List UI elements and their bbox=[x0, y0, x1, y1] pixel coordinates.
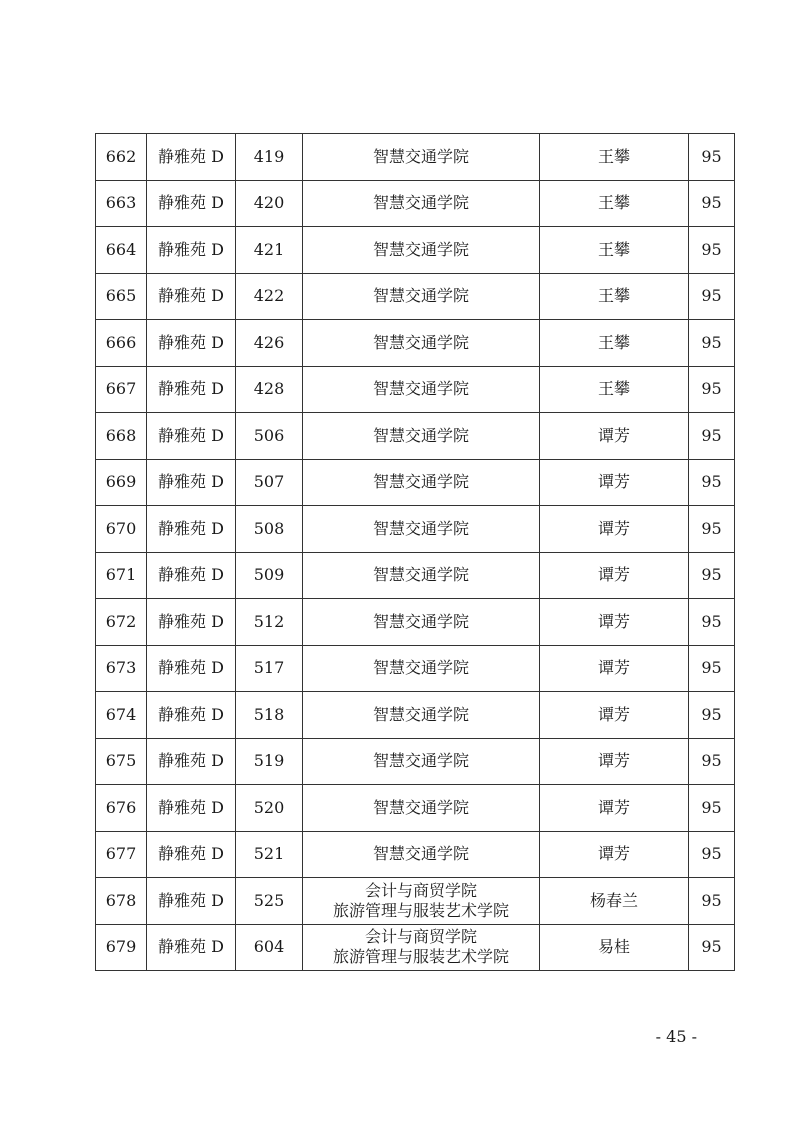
counselor-cell: 王攀 bbox=[540, 366, 689, 413]
building-cell: 静雅苑 D bbox=[147, 692, 236, 739]
table-row bbox=[96, 552, 735, 599]
building-cell: 静雅苑 D bbox=[147, 645, 236, 692]
room-number-cell: 509 bbox=[236, 552, 303, 599]
counselor-cell: 杨春兰 bbox=[540, 878, 689, 925]
table-row bbox=[96, 227, 735, 274]
row-number-cell: 673 bbox=[96, 645, 147, 692]
counselor-cell: 王攀 bbox=[540, 180, 689, 227]
college-name-line: 智慧交通学院 bbox=[372, 472, 469, 492]
college-name-line: 智慧交通学院 bbox=[372, 286, 469, 306]
score-cell: 95 bbox=[689, 134, 735, 181]
college-name-line: 智慧交通学院 bbox=[372, 844, 469, 864]
college-name-line: 智慧交通学院 bbox=[372, 379, 469, 399]
room-number-cell: 518 bbox=[236, 692, 303, 739]
college-name-line: 智慧交通学院 bbox=[372, 565, 469, 585]
row-number-cell: 663 bbox=[96, 180, 147, 227]
row-number-cell: 678 bbox=[96, 878, 147, 925]
row-number-cell: 665 bbox=[96, 273, 147, 320]
room-number-cell: 419 bbox=[236, 134, 303, 181]
college-name-line: 旅游管理与服装艺术学院 bbox=[332, 947, 509, 967]
row-number-cell: 679 bbox=[96, 924, 147, 971]
building-cell: 静雅苑 D bbox=[147, 785, 236, 832]
score-cell: 95 bbox=[689, 273, 735, 320]
score-cell: 95 bbox=[689, 692, 735, 739]
counselor-cell: 易桂 bbox=[540, 924, 689, 971]
table-row bbox=[96, 599, 735, 646]
counselor-cell: 谭芳 bbox=[540, 785, 689, 832]
college-cell bbox=[303, 459, 540, 506]
college-name-line: 会计与商贸学院 bbox=[364, 927, 477, 947]
college-name-line: 智慧交通学院 bbox=[372, 193, 469, 213]
row-number-cell: 669 bbox=[96, 459, 147, 506]
building-cell: 静雅苑 D bbox=[147, 273, 236, 320]
table-row bbox=[96, 134, 735, 181]
building-cell: 静雅苑 D bbox=[147, 552, 236, 599]
college-cell bbox=[303, 552, 540, 599]
score-cell: 95 bbox=[689, 831, 735, 878]
row-number-cell: 671 bbox=[96, 552, 147, 599]
counselor-cell: 王攀 bbox=[540, 134, 689, 181]
score-cell: 95 bbox=[689, 785, 735, 832]
college-cell bbox=[303, 599, 540, 646]
row-number-cell: 664 bbox=[96, 227, 147, 274]
college-cell bbox=[303, 227, 540, 274]
room-number-cell: 512 bbox=[236, 599, 303, 646]
building-cell: 静雅苑 D bbox=[147, 738, 236, 785]
building-cell: 静雅苑 D bbox=[147, 459, 236, 506]
college-name-line: 智慧交通学院 bbox=[372, 146, 469, 166]
row-number-cell: 668 bbox=[96, 413, 147, 460]
table-row bbox=[96, 366, 735, 413]
building-cell: 静雅苑 D bbox=[147, 134, 236, 181]
room-number-cell: 508 bbox=[236, 506, 303, 553]
dormitory-score-table bbox=[95, 133, 735, 971]
building-cell: 静雅苑 D bbox=[147, 506, 236, 553]
college-name-line: 会计与商贸学院 bbox=[364, 880, 477, 900]
counselor-cell: 王攀 bbox=[540, 227, 689, 274]
college-name-line: 智慧交通学院 bbox=[372, 611, 469, 631]
score-cell: 95 bbox=[689, 366, 735, 413]
room-number-cell: 422 bbox=[236, 273, 303, 320]
counselor-cell: 谭芳 bbox=[540, 459, 689, 506]
counselor-cell: 谭芳 bbox=[540, 831, 689, 878]
row-number-cell: 675 bbox=[96, 738, 147, 785]
counselor-cell: 王攀 bbox=[540, 273, 689, 320]
counselor-cell: 谭芳 bbox=[540, 692, 689, 739]
score-cell: 95 bbox=[689, 552, 735, 599]
table-body bbox=[96, 134, 735, 971]
score-cell: 95 bbox=[689, 180, 735, 227]
college-cell bbox=[303, 738, 540, 785]
table-row bbox=[96, 320, 735, 367]
room-number-cell: 520 bbox=[236, 785, 303, 832]
table-row bbox=[96, 831, 735, 878]
score-cell: 95 bbox=[689, 413, 735, 460]
score-cell: 95 bbox=[689, 645, 735, 692]
college-name-line: 智慧交通学院 bbox=[372, 704, 469, 724]
college-cell bbox=[303, 366, 540, 413]
college-name-line: 智慧交通学院 bbox=[372, 797, 469, 817]
college-cell bbox=[303, 831, 540, 878]
room-number-cell: 506 bbox=[236, 413, 303, 460]
building-cell: 静雅苑 D bbox=[147, 413, 236, 460]
table-row bbox=[96, 506, 735, 553]
college-cell bbox=[303, 506, 540, 553]
college-name-line: 智慧交通学院 bbox=[372, 658, 469, 678]
counselor-cell: 王攀 bbox=[540, 320, 689, 367]
college-name-line: 智慧交通学院 bbox=[372, 332, 469, 352]
college-name-line: 智慧交通学院 bbox=[372, 425, 469, 445]
college-cell bbox=[303, 645, 540, 692]
score-cell: 95 bbox=[689, 599, 735, 646]
row-number-cell: 667 bbox=[96, 366, 147, 413]
counselor-cell: 谭芳 bbox=[540, 413, 689, 460]
score-cell: 95 bbox=[689, 506, 735, 553]
room-number-cell: 420 bbox=[236, 180, 303, 227]
score-cell: 95 bbox=[689, 320, 735, 367]
row-number-cell: 677 bbox=[96, 831, 147, 878]
table-row bbox=[96, 459, 735, 506]
college-name-line: 智慧交通学院 bbox=[372, 751, 469, 771]
room-number-cell: 525 bbox=[236, 878, 303, 925]
building-cell: 静雅苑 D bbox=[147, 227, 236, 274]
college-cell bbox=[303, 320, 540, 367]
counselor-cell: 谭芳 bbox=[540, 552, 689, 599]
building-cell: 静雅苑 D bbox=[147, 924, 236, 971]
row-number-cell: 674 bbox=[96, 692, 147, 739]
room-number-cell: 507 bbox=[236, 459, 303, 506]
room-number-cell: 519 bbox=[236, 738, 303, 785]
room-number-cell: 517 bbox=[236, 645, 303, 692]
counselor-cell: 谭芳 bbox=[540, 506, 689, 553]
room-number-cell: 521 bbox=[236, 831, 303, 878]
college-cell bbox=[303, 924, 540, 971]
building-cell: 静雅苑 D bbox=[147, 366, 236, 413]
row-number-cell: 672 bbox=[96, 599, 147, 646]
row-number-cell: 670 bbox=[96, 506, 147, 553]
table-row bbox=[96, 785, 735, 832]
score-cell: 95 bbox=[689, 924, 735, 971]
college-cell bbox=[303, 134, 540, 181]
room-number-cell: 604 bbox=[236, 924, 303, 971]
college-cell bbox=[303, 273, 540, 320]
table-row bbox=[96, 273, 735, 320]
table-row bbox=[96, 413, 735, 460]
counselor-cell: 谭芳 bbox=[540, 599, 689, 646]
table-row bbox=[96, 924, 735, 971]
building-cell: 静雅苑 D bbox=[147, 831, 236, 878]
college-cell bbox=[303, 878, 540, 925]
table-row bbox=[96, 692, 735, 739]
row-number-cell: 662 bbox=[96, 134, 147, 181]
row-number-cell: 676 bbox=[96, 785, 147, 832]
college-cell bbox=[303, 785, 540, 832]
college-cell bbox=[303, 413, 540, 460]
room-number-cell: 428 bbox=[236, 366, 303, 413]
table-row bbox=[96, 180, 735, 227]
page-number: - 45 - bbox=[655, 1027, 697, 1046]
score-cell: 95 bbox=[689, 459, 735, 506]
room-number-cell: 421 bbox=[236, 227, 303, 274]
table-row bbox=[96, 645, 735, 692]
counselor-cell: 谭芳 bbox=[540, 645, 689, 692]
score-cell: 95 bbox=[689, 227, 735, 274]
row-number-cell: 666 bbox=[96, 320, 147, 367]
score-cell: 95 bbox=[689, 878, 735, 925]
college-name-line: 旅游管理与服装艺术学院 bbox=[332, 900, 509, 920]
building-cell: 静雅苑 D bbox=[147, 599, 236, 646]
building-cell: 静雅苑 D bbox=[147, 320, 236, 367]
college-cell bbox=[303, 692, 540, 739]
room-number-cell: 426 bbox=[236, 320, 303, 367]
building-cell: 静雅苑 D bbox=[147, 878, 236, 925]
building-cell: 静雅苑 D bbox=[147, 180, 236, 227]
counselor-cell: 谭芳 bbox=[540, 738, 689, 785]
college-cell bbox=[303, 180, 540, 227]
score-cell: 95 bbox=[689, 738, 735, 785]
college-name-line: 智慧交通学院 bbox=[372, 239, 469, 259]
table-row bbox=[96, 878, 735, 925]
table-row bbox=[96, 738, 735, 785]
college-name-line: 智慧交通学院 bbox=[372, 518, 469, 538]
